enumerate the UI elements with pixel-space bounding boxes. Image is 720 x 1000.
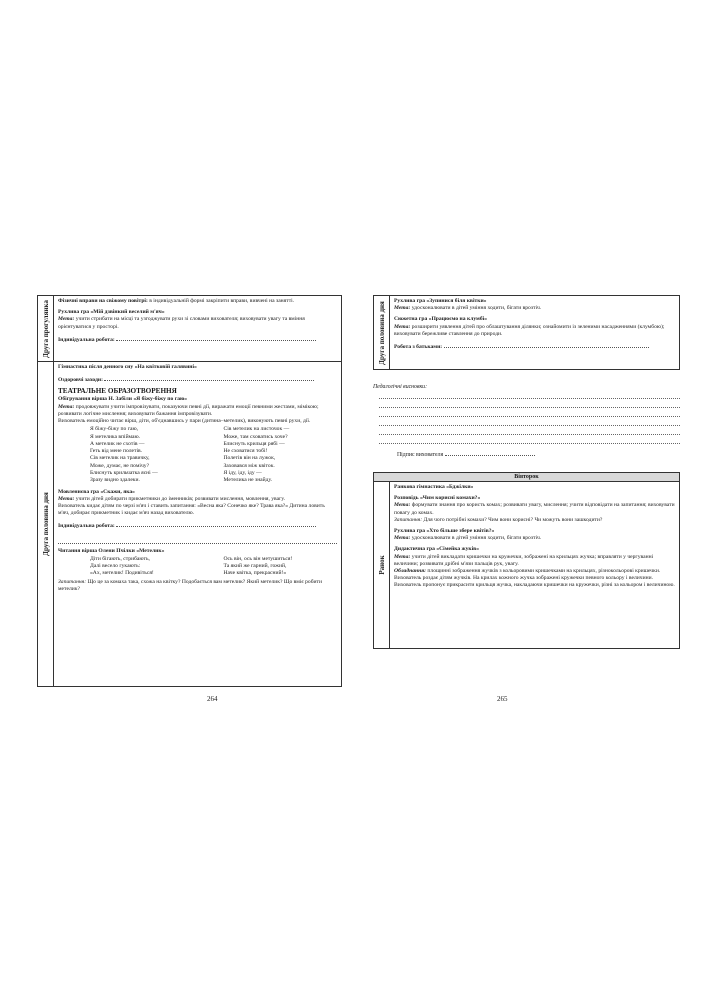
poem-line: Блиснуть крильця рябі —: [223, 440, 285, 447]
second-walk-content: [54, 296, 341, 361]
poem-play-title: Обігрування вірша Н. Забіли «Я біжу-біжу по гаю»: [58, 396, 188, 403]
goal-label: Мета:: [394, 305, 411, 312]
story-game-title: Сюжетна гра «Працюємо на клумбі»: [394, 316, 488, 323]
poem-line: Полетів він на лужок,: [223, 455, 276, 462]
poem-line: Я іду, іду, іду —: [223, 470, 262, 476]
parents-work-label: Робота з батьками:: [394, 344, 443, 351]
goal-label: Мета:: [394, 323, 411, 330]
blank-line: [58, 533, 337, 544]
morning-row: [374, 482, 679, 648]
afternoon-row: [374, 296, 679, 369]
goal-text: розширити уявлення дітей про облаштування ділянки; ознайомити із зеленими насадженнями (клумбою); виховувати бережливе ставлення до природи.: [394, 323, 665, 337]
flowers-game-title: Рухлива гра «Хто більше збере квітів?»: [394, 528, 495, 535]
game-title: Рухлива гра «Мій дзвінкий веселий м'яч»: [58, 309, 165, 316]
equipment-text: площинні зображення жучків з кольоровими кришечками на крильцях, різнокольорові кришечки.: [427, 568, 661, 575]
goal-label: Мета:: [58, 495, 75, 502]
afternoon-label: Друга половина дня: [377, 300, 386, 365]
question-label: Запитання:: [58, 578, 87, 585]
goal-label: Мета:: [58, 403, 75, 410]
poem-line: Я метелика впіймаю.: [90, 433, 141, 440]
goal-text: учити дітей викладати кришечки на кружечки, зображені на крильцях жучка; вправляти у чергуванні величини; розвивати дрібні м'язи пальців рук, увагу.: [394, 553, 654, 567]
poem-line: Я біжу-біжу по гаю,: [90, 426, 139, 433]
individual-work-label: Індивідуальна робота:: [58, 336, 115, 343]
poem-line: «Ах, метелик! Подивіться!: [90, 570, 154, 577]
poem-line: А метелик не схотів —: [90, 440, 145, 447]
theatre-heading: ТЕАТРАЛЬНЕ ОБРАЗОТВОРЕННЯ: [58, 387, 177, 396]
poem-right-column: [204, 426, 338, 484]
poem-line: Та який же гарний, гожий,: [223, 563, 287, 570]
question-label: Запитання:: [394, 516, 423, 523]
afternoon-row: [38, 362, 341, 686]
goal-text: продовжувати учити імпровізувати, показуючи певні дії, виражати емоції певними жестами, мімікою; розвивати логічне мислення; виховувати бажання імпровізувати.: [58, 403, 319, 417]
conclusion-line: [379, 426, 680, 435]
exercise-title: Фізичні вправи на свіжому повітрі:: [58, 298, 148, 304]
conclusion-line: [379, 390, 680, 399]
morning-side: [374, 482, 390, 648]
conclusion-line: [379, 408, 680, 417]
poem-line: Ось він, ось він метушиться!: [223, 555, 293, 562]
morning-label: Ранок: [377, 555, 386, 575]
day-header: Вівторок: [374, 473, 679, 482]
goal-label: Мета:: [394, 535, 411, 542]
right-plan-table-bottom: [373, 472, 680, 649]
reading-title: Читання вірша Олени Пчілки «Метелик»: [58, 547, 165, 554]
parents-work-line: [444, 342, 649, 348]
afternoon-side: [38, 362, 54, 686]
poem-line: Блиснуть крильчатка ясні —: [90, 470, 158, 476]
poem-line: Метелика не знайду.: [223, 477, 273, 484]
afternoon-label: Друга половина дня: [41, 492, 50, 556]
goal-label: Мета:: [394, 553, 411, 560]
goal-label: Мета:: [58, 316, 75, 323]
poem-line: Наче квітка, прекрасний!»: [223, 570, 287, 577]
signature-row: [397, 450, 680, 458]
goal-text: удосконалювати в дітей уміння ходити, бігати врозтіч.: [411, 535, 542, 542]
goal-text: учити дітей добирати прикметники до іменників; розвивати мислення, мовлення, увагу.: [75, 495, 286, 502]
signature-label: Підпис вихователя: [397, 452, 444, 458]
conversation-title: Розповідь «Чим корисні комахи?»: [394, 495, 481, 502]
poem-line: Сів метелик на листочок —: [223, 426, 290, 433]
conclusion-line: [379, 417, 680, 426]
conclusion-line: [379, 399, 680, 408]
second-walk-side: [38, 296, 54, 361]
morning-gym-title: Ранкова гімнастика «Бджілки»: [394, 484, 474, 490]
poem-line: Геть від мене полетів.: [90, 448, 143, 455]
goal-text: удосконалювати в дітей уміння ходити, бігати врозтіч.: [411, 305, 542, 312]
poem-left-column: [58, 426, 204, 484]
goal-text: формувати знання про користь комах; розвивати увагу, мислення; учити відповідати на запитання; виховувати повагу до комах.: [394, 502, 675, 516]
individual-work-line: [116, 335, 316, 341]
poem-line: Не сховатися тобі!: [223, 448, 268, 455]
poem-line: Зразу видно здалеки.: [90, 477, 140, 484]
question-text: Що це за комаха така, схожа на квітку? Подобається вам метелик? Який метелик? Що вміє робити метелик?: [58, 578, 322, 592]
afternoon-content: [54, 362, 341, 686]
individual-work-label: Індивідуальна робота:: [58, 523, 115, 530]
poem-right-column: [204, 556, 338, 578]
left-plan-table: [37, 295, 342, 687]
conclusion-line: [379, 435, 680, 444]
page-number: 265: [497, 695, 508, 703]
exercise-text: в індивідуальній формі закріпити вправи, вивчені на занятті.: [149, 298, 295, 304]
gymnastics-title: Гімнастика після денного сну «На квітковій галявині»: [58, 364, 197, 370]
poem-line: Далі весело гукають:: [90, 563, 141, 570]
second-walk-label: Друга прогулянка: [41, 299, 50, 358]
move-game-title: Рухлива гра «Зупинися біля квітки»: [394, 298, 487, 304]
poem-line: Заховався між квіток.: [223, 462, 275, 469]
question-text: Для чого потрібні комахи? Чим вони корисні? Чи можуть вони зашкодити?: [423, 516, 603, 523]
conclusion-lines: [373, 390, 680, 444]
speech-game-title: Мовленнєва гра «Скажи, яка»: [58, 488, 135, 495]
right-page: [373, 295, 680, 703]
right-plan-table-top: [373, 295, 680, 370]
poem-line: Сів метелик на травичку,: [90, 455, 150, 462]
ped-conclusions-label: Педагогічні висновки:: [373, 384, 427, 390]
didactic-game-title: Дидактична гра «Сімейка жуків»: [394, 546, 479, 553]
individual-work-line: [116, 521, 316, 527]
left-page: [37, 295, 342, 703]
poem-line: Може, думає, не помічу?: [90, 462, 150, 469]
afternoon-side: [374, 296, 390, 369]
morning-content: [390, 482, 679, 648]
poem-line: Може, там сховатись хоче?: [223, 433, 288, 440]
second-walk-row: [38, 296, 341, 362]
signature-line: [445, 450, 535, 456]
equipment-label: Обладнання:: [394, 568, 426, 575]
didactic-instruction: Вихователь роздає дітям жучків. На крилах кожного жучка зображені кружечки певного кольору і величини. Вихователь пропонує прикрасити крильця жучка, накладаючи кришечки на кружечки, різні за кольором і величиною.: [394, 575, 675, 589]
page-number: 264: [207, 695, 218, 703]
health-line: [104, 375, 314, 381]
poem-line: Діти бігають, стрибають,: [90, 555, 150, 562]
poem-left-column: [58, 556, 204, 578]
goal-text: учити стрибати на місці та узгоджувати рухи зі словами вихователя; виховувати увагу та вміння орієнтуватися у просторі.: [58, 316, 305, 330]
poem-zabila: [58, 426, 337, 484]
health-label: Оздоровчі заходи:: [58, 377, 103, 384]
afternoon-content: [390, 296, 679, 369]
speech-game-text: Вихователь кидає дітям по черзі м'яч і ставить запитання: «Весна яка? Сонечко яке? Трава яка?» Дитина ловить м'яч, добирає прикметник і кидає м'яч назад вихователю.: [58, 503, 325, 517]
intro-text: Вихователь емоційно читає вірш, діти, об'єднавшись у пари (дитина–метелик), виконують певні рухи, дії.: [58, 418, 311, 425]
goal-label: Мета:: [394, 502, 411, 509]
poem-pchilka: [58, 556, 337, 578]
